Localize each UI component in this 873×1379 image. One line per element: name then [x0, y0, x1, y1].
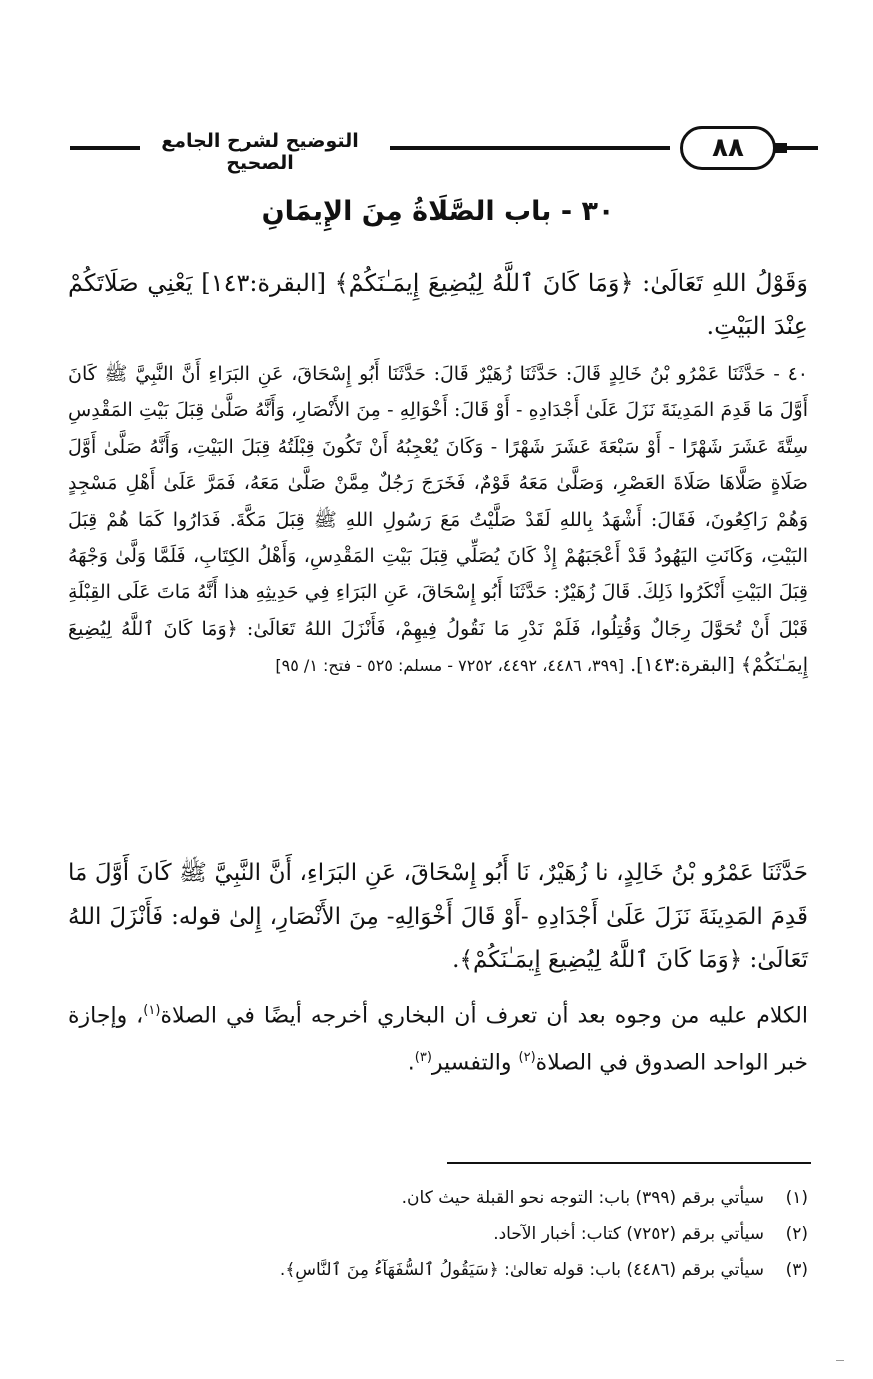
footnote-number: (٣): [785, 1260, 808, 1280]
commentary-text: .: [407, 1050, 415, 1076]
hadith-text: [68, 356, 808, 685]
footnote-divider: [447, 1162, 811, 1164]
footnotes: [68, 1180, 808, 1288]
footnote: [68, 1252, 808, 1288]
header-rule: [780, 146, 818, 150]
footnote: [68, 1180, 808, 1216]
page-number: ٨٨: [680, 126, 776, 170]
footnote-number: (١): [785, 1188, 808, 1208]
footnote-text: سيأتي برقم (٧٢٥٢) كتاب: أخبار الآحاد.: [493, 1224, 764, 1244]
chapter-intro: وَقَوْلُ اللهِ تَعَالَىٰ: ﴿وَمَا كَانَ ٱللَّهُ لِيُضِيعَ إِيمَـٰنَكُمْ﴾ [البقرة:١٤٣] يَعْنِي صَلَاتَكُمْ عِنْدَ البَيْتِ.: [68, 269, 808, 340]
header-rule: [390, 146, 670, 150]
alternate-chain: حَدَّثَنَا عَمْرُو بْنُ خَالِدٍ، نا زُهَيْرٌ، نَا أَبُو إِسْحَاقَ، عَنِ البَرَاءِ، أَنَّ النَّبِيَّ ﷺ كَانَ أَوَّلَ مَا قَدِمَ المَدِينَةَ نَزَلَ عَلَىٰ أَجْدَادِهِ -أَوْ قَالَ أَخْوَالِهِ- مِنَ الأَنْصَارِ، إِلىٰ قوله: فَأَنْزَلَ اللهُ تَعَالَىٰ: ﴿وَمَا كَانَ ٱللَّهُ لِيُضِيعَ إِيمَـٰنَكُمْ﴾.: [68, 860, 808, 973]
footnote: [68, 1216, 808, 1252]
footnote-text: سيأتي برقم (٤٤٨٦) باب: قوله تعالىٰ: ﴿سَيَقُولُ ٱلسُّفَهَآءُ مِنَ ٱلنَّاسِ﴾.: [279, 1260, 764, 1280]
commentary-text: والتفسير: [431, 1050, 519, 1076]
footnote-ref: (١): [143, 1003, 161, 1018]
footnote-number: (٢): [785, 1224, 808, 1244]
commentary-text: الكلام عليه من وجوه بعد أن تعرف أن البخاري أخرجه أيضًا في الصلاة: [160, 1003, 808, 1029]
footnote-text: سيأتي برقم (٣٩٩) باب: التوجه نحو القبلة حيث كان.: [401, 1188, 764, 1208]
hadith-references: [٣٩٩، ٤٤٨٦، ٤٤٩٢، ٧٢٥٢ - مسلم: ٥٢٥ - فتح: ١/ ٩٥]: [275, 656, 625, 676]
page-header: [60, 118, 812, 182]
commentary-text: ، وإجازة خبر الواحد الصدوق في الصلاة: [68, 1003, 808, 1076]
running-title: التوضيح لشرح الجامع الصحيح: [161, 130, 359, 174]
chapter-title: ٣٠ - باب الصَّلَاةُ مِنَ الإِيمَانِ: [261, 196, 615, 227]
footnote-ref: (٢): [518, 1050, 536, 1066]
commentary: [68, 990, 808, 1085]
scan-mark: [836, 1360, 844, 1361]
footnote-ref: (٣): [414, 1050, 432, 1066]
hadith-body: ٤٠ - حَدَّثَنَا عَمْرُو بْنُ خَالِدٍ قَالَ: حَدَّثَنَا زُهَيْرٌ قَالَ: حَدَّثَنَا أَبُو إِسْحَاقَ، عَنِ البَرَاءِ أَنَّ النَّبِيَّ ﷺ كَانَ أَوَّلَ مَا قَدِمَ المَدِينَةَ نَزَلَ عَلَىٰ أَجْدَادِهِ - أَوْ قَالَ: أَخْوَالِهِ - مِنَ الأَنْصَارِ، وَأَنَّهُ صَلَّىٰ قِبَلَ بَيْتِ المَقْدِسِ سِتَّةَ عَشَرَ شَهْرًا - أَوْ سَبْعَةَ عَشَرَ شَهْرًا - وَكَانَ يُعْجِبُهُ أَنْ تَكُونَ قِبْلَتُهُ قِبَلَ البَيْتِ، وَأَنَّهُ صَلَّىٰ أَوَّلَ صَلَاةٍ صَلَّاهَا صَلَاةَ العَصْرِ، وَصَلَّىٰ مَعَهُ قَوْمٌ، فَخَرَجَ رَجُلٌ مِمَّنْ صَلَّىٰ مَعَهُ، فَمَرَّ عَلَىٰ أَهْلِ مَسْجِدٍ وَهُمْ رَاكِعُونَ، فَقَالَ: أَشْهَدُ بِاللهِ لَقَدْ صَلَّيْتُ مَعَ رَسُولِ اللهِ ﷺ قِبَلَ مَكَّةَ. فَدَارُوا كَمَا هُمْ قِبَلَ البَيْتِ، وَكَانَتِ اليَهُودُ قَدْ أَعْجَبَهُمْ إِذْ كَانَ يُصَلِّي قِبَلَ بَيْتِ المَقْدِسِ، وَأَهْلُ الكِتَابِ، فَلَمَّا وَلَّىٰ وَجْهَهُ قِبَلَ البَيْتِ أَنْكَرُوا ذَلِكَ. قَالَ زُهَيْرٌ: حَدَّثَنَا أَبُو إِسْحَاقَ، عَنِ البَرَاءِ فِي حَدِيثِهِ هذا أَنَّهُ مَاتَ عَلَى القِبْلَةِ قَبْلَ أَنْ تُحَوَّلَ رِجَالٌ وَقُتِلُوا، فَلَمْ نَدْرِ مَا نَقُولُ فِيهِمْ، فَأَنْزَلَ اللهُ تَعَالَىٰ: ﴿وَمَا كَانَ ٱللَّهُ لِيُضِيعَ إِيمَـٰنَكُمْ﴾ [البقرة:١٤٣].: [68, 363, 808, 677]
